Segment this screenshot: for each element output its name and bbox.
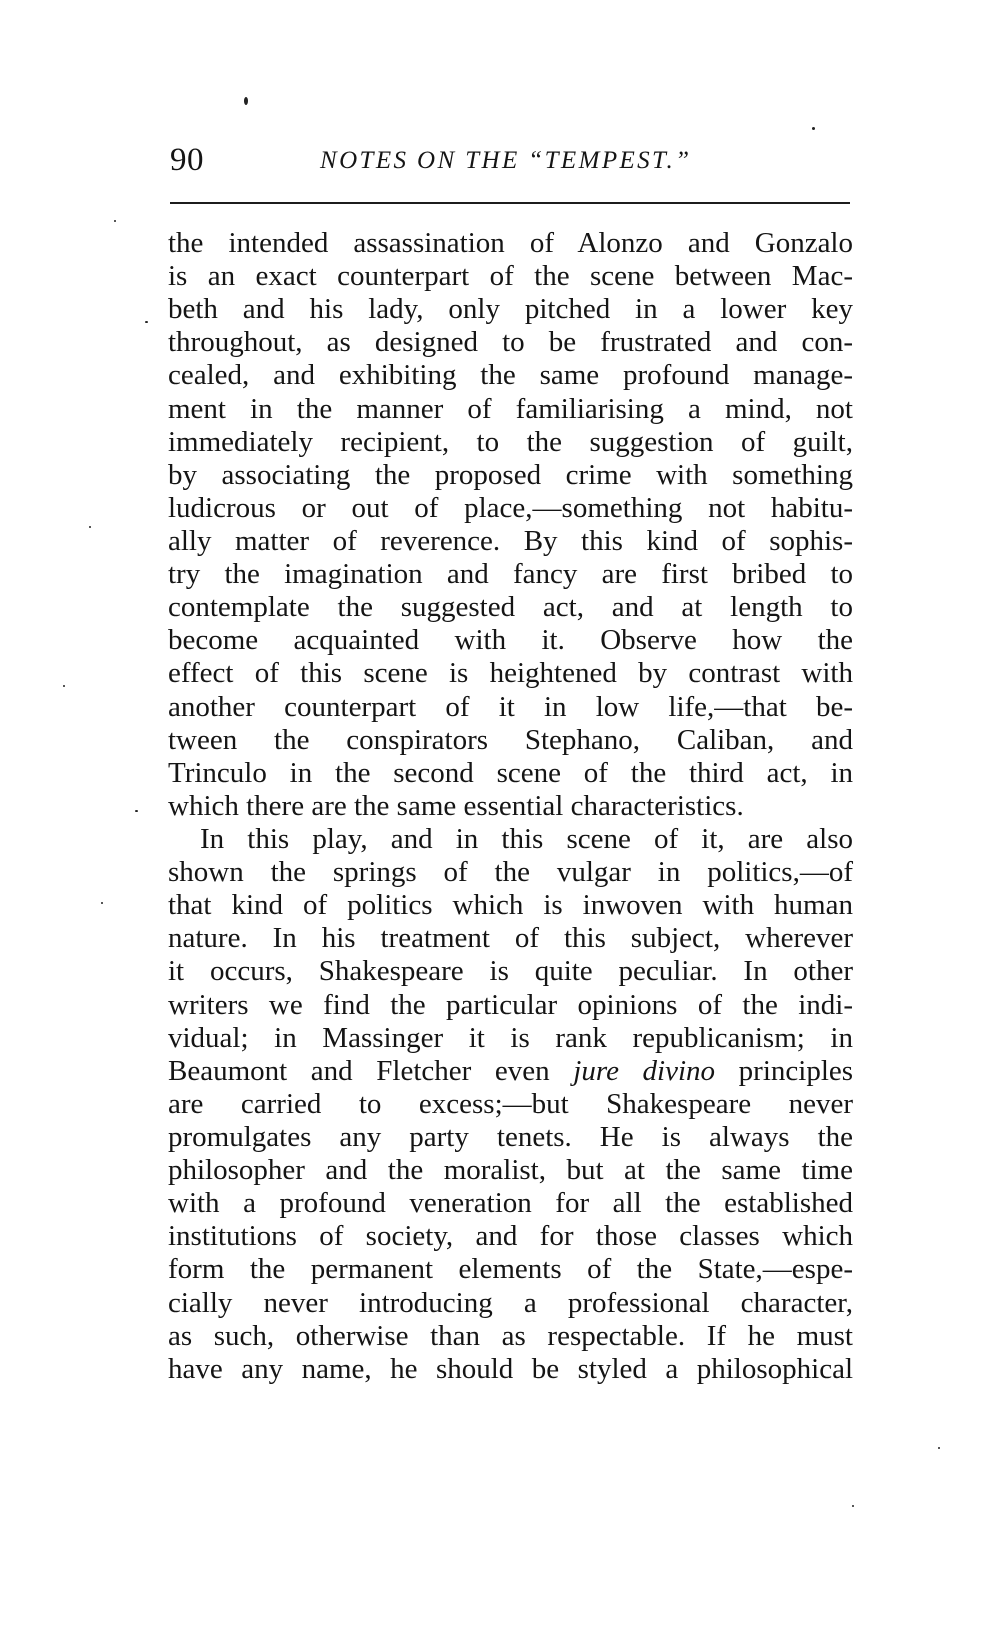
text-line: ludicrous or out of place,—something not habitu- [168, 491, 853, 524]
text-segment: principles [738, 1054, 854, 1087]
text-line: contemplate the suggested act, and at length to [168, 591, 853, 624]
scan-speck [89, 526, 91, 528]
text-line: cealed, and exhibiting the same profound manage- [168, 359, 853, 392]
body-text [168, 227, 853, 1386]
text-line: another counterpart of it in low life,—that be- [168, 690, 853, 723]
text-line: that kind of politics which is inwoven with human [168, 889, 853, 922]
text-segment: Beaumont and Fletcher even [168, 1054, 550, 1087]
running-head: NOTES ON THE “TEMPEST.” [320, 147, 692, 174]
scan-speck [145, 321, 148, 323]
scan-speck [244, 97, 248, 105]
text-line: are carried to excess;—but Shakespeare never [168, 1087, 853, 1120]
text-line: form the permanent elements of the State,—espe- [168, 1253, 853, 1286]
text-line: tween the conspirators Stephano, Caliban, and [168, 723, 853, 756]
text-line: philosopher and the moralist, but at the same time [168, 1154, 853, 1187]
header-rule [170, 202, 850, 204]
italic-phrase: jure divino [573, 1054, 716, 1087]
text-line: institutions of society, and for those classes which [168, 1220, 853, 1253]
text-line: is an exact counterpart of the scene between Mac- [168, 260, 853, 293]
text-line: immediately recipient, to the suggestion of guilt, [168, 425, 853, 458]
scan-speck [852, 1505, 854, 1507]
scan-speck [135, 810, 138, 812]
text-line: which there are the same essential characteristics. [168, 789, 744, 822]
text-line: ally matter of reverence. By this kind of sophis- [168, 524, 853, 557]
text-line: shown the springs of the vulgar in politics,—of [168, 856, 853, 889]
text-line: it occurs, Shakespeare is quite peculiar. In other [168, 955, 853, 988]
text-line: writers we find the particular opinions of the indi- [168, 988, 853, 1021]
scan-speck [63, 685, 65, 687]
text-line: try the imagination and fancy are first bribed to [168, 558, 853, 591]
text-line: Trinculo in the second scene of the third act, in [168, 756, 853, 789]
text-line: throughout, as designed to be frustrated and con- [168, 326, 853, 359]
text-line: nature. In his treatment of this subject, wherever [168, 922, 853, 955]
text-line: as such, otherwise than as respectable. If he must [168, 1319, 853, 1352]
text-line: by associating the proposed crime with something [168, 458, 853, 491]
scan-speck [114, 220, 116, 222]
text-line: vidual; in Massinger it is rank republicanism; in [168, 1021, 853, 1054]
text-line: have any name, he should be styled a philosophical [168, 1352, 853, 1385]
text-line: with a profound veneration for all the established [168, 1187, 853, 1220]
text-line: cially never introducing a professional character, [168, 1286, 853, 1319]
text-line-mixed [168, 1055, 853, 1088]
page-header [170, 140, 850, 190]
text-line: become acquainted with it. Observe how the [168, 624, 853, 657]
text-line: beth and his lady, only pitched in a lower key [168, 293, 853, 326]
text-line: effect of this scene is heightened by contrast with [168, 657, 853, 690]
text-line: ment in the manner of familiarising a mind, not [168, 392, 853, 425]
scan-speck [101, 902, 103, 904]
text-line: the intended assassination of Alonzo and Gonzalo [168, 227, 853, 259]
text-line: In this play, and in this scene of it, are also [200, 822, 853, 855]
scan-speck [938, 1447, 940, 1449]
text-line: promulgates any party tenets. He is always the [168, 1120, 853, 1153]
page-number: 90 [170, 142, 204, 178]
scan-speck [812, 127, 815, 130]
